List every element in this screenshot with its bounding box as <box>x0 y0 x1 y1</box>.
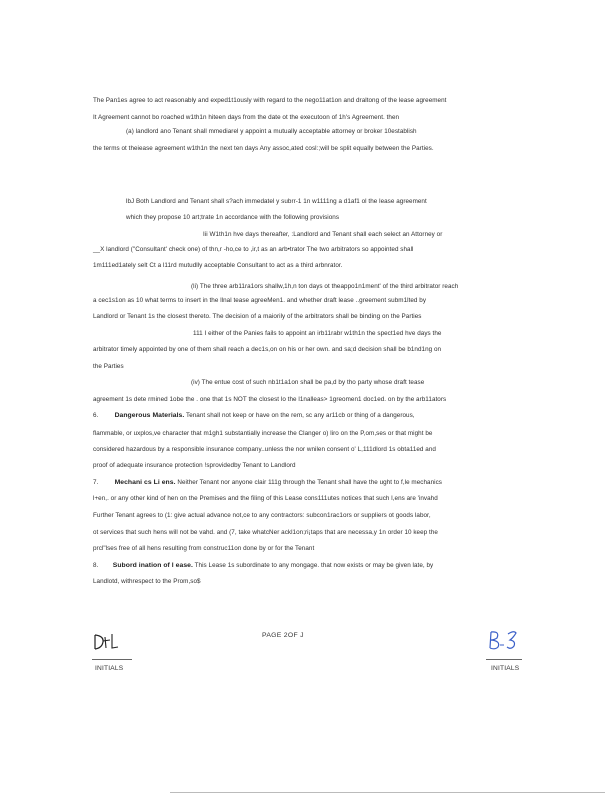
body-line: Landlord or Tenant 1s the closest thereto. The decision of a maiorily of the arbitrators shall be binding on the Parties <box>93 313 422 320</box>
section-8-title: Subord ination of l ease. <box>112 562 193 569</box>
right-initials-label: INITIALS <box>491 665 520 672</box>
body-line: (iv) The entue cost of such nb1t1a1on shall be pa,d by tho party whose draft tease <box>191 379 425 386</box>
body-line: prcl"lses free of all hens resulting from construc11on done by or for the Tenant <box>93 545 315 552</box>
left-initials-signature-icon <box>92 632 122 654</box>
body-line: flammable, or uxplos,ve character that m1gh1 substantially increase the Clanger o) liro on the P,om,ses or that might be <box>93 430 433 437</box>
body-line: (a) landlord ano Tenant shall mmediarel y appoint a mutually acceptable attorney or broker 10establish <box>126 128 417 135</box>
section-6-number: 6. <box>93 412 99 419</box>
body-line: l+en,. or any other kind of hen on the Premises and the filing of this Lease cons111utes notices that such l,ens are 'invahd <box>93 495 438 502</box>
body-line: which they propose 10 art;trate 1n accordance with the following provisions <box>126 214 340 221</box>
body-line: lbJ Both Landlord and Tenant shall s?ach immedatel y subrr-1 1n w1111ng a d1af1 ol the lease agreement <box>126 198 427 205</box>
page-number: PAGE 2OF J <box>262 632 304 639</box>
bottom-divider <box>170 792 605 793</box>
body-line: the Parties <box>93 363 124 370</box>
section-8-number: 8. <box>93 562 99 569</box>
section-8-line <box>93 562 433 570</box>
right-initials-signature-icon <box>486 628 522 654</box>
body-line: considered hazardous by a responsible insurance company..unless the nor wnilen consent o' L,111dlord 1s obta11ed and <box>93 446 436 453</box>
body-line: Further Tenant agrees to (1: give actual advance not,ce to any contractors: subcon1rac1ors or suppliers ot goods labor, <box>93 512 431 519</box>
left-initials-rule <box>92 659 132 660</box>
section-6-text: Tenant shall not keep or have on the rem, sc any ar11cb or thing of a dangerous, <box>186 412 415 419</box>
body-line: Landlotd, withrespect to the Prom,so$ <box>93 578 201 585</box>
section-7-line <box>93 479 442 487</box>
section-7-title: Mechani cs Li ens. <box>114 479 176 486</box>
left-initials-label: INITIALS <box>95 665 124 672</box>
body-line: __X landlord ("Consultant' check one) of thn,r -ho,ce to ,ir,t as an arb•trator The two arbitrators so appointed shall <box>93 246 414 253</box>
body-line: Iii W1th1n hve days thereafter, :Landlord and Tenant shall each select an Attorney or <box>203 231 443 238</box>
body-line: a cec1s1on as 10 what terms to insert in the llnal tease agreeMen1. and whether draft lease ..greement subm1lted by <box>93 297 427 304</box>
body-line: the terms ot theiease agreement w1th1n the next ten days Any assoc,ated cosl:;will be split equally between the Parties. <box>93 145 434 152</box>
section-7-number: 7. <box>93 479 99 486</box>
body-line: proof of adequate insurance protection !sprovidedby Tenant to Landlord <box>93 462 296 469</box>
right-initials-rule <box>486 659 522 660</box>
body-line: 1m111ed1ately selt Ct a l11rd mutudlly acceptable Consultant to act as a third arbnrator. <box>93 262 343 269</box>
body-line: The Pan1es agree to act reasonably and exped1t1ously with regard to the nego11at1on and draltong of the lease agreement <box>93 97 447 104</box>
section-6-line <box>93 412 415 420</box>
section-8-text: This Lease 1s subordinate to any mongage. that now exists or may be given late, by <box>194 562 434 569</box>
body-line: agreement 1s dete rmined 1obe the . one that 1s NOT the closest lo the l1nalleas> 1greomen1 doc1ed. on by the arb11ators <box>93 396 447 403</box>
body-line: ot services that such hens will not be vahd. and (7, take whatcNer ackl1on;ri¡taps that are necessa,y 1n order 10 keep the <box>93 529 438 536</box>
section-7-text: Neither Tenant nor anyone clair 111g through the Tenant shall have the ught to f,le mechanics <box>177 479 442 486</box>
body-line: 111 I either of the Panies fails to appoint an irb11rabr w1th1n the spect1ed hve days the <box>193 330 442 337</box>
body-line: (li) The three arb11ra1ors shallw,1h,n ton days ot theappo1n1ment' of the third arbitrator reach <box>191 283 459 290</box>
body-line: arbitrator timely appointed by one of them shall reach a dec1s,on on his or her own. and sa;d decision shall be b1nd1ng on <box>93 346 442 353</box>
section-6-title: Dangerous Materials. <box>114 412 185 419</box>
body-line: It Agreement cannot bo roached w1th1n hiteen days from the date ot the executoon of 1h's Agreement. then <box>93 114 400 121</box>
